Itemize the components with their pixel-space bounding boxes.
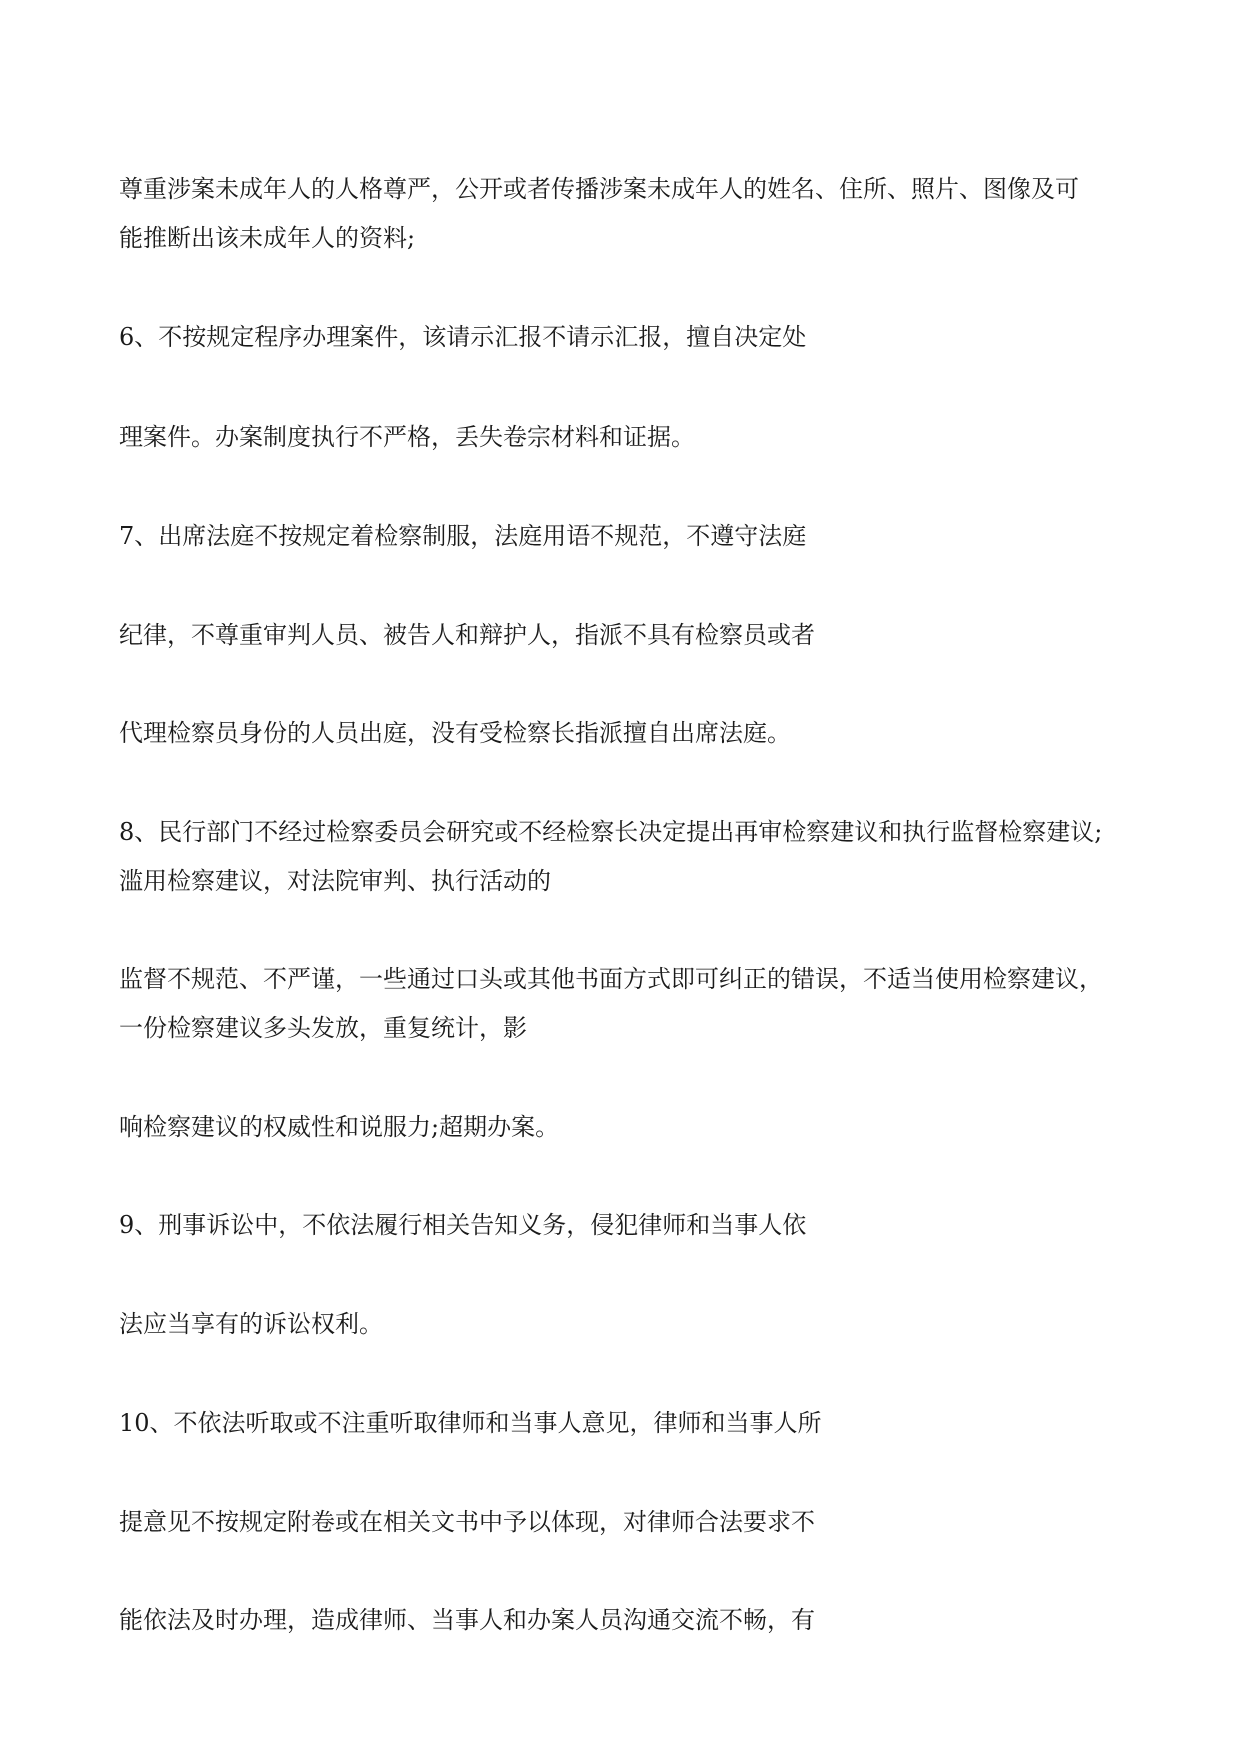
text-line: 理案件。办案制度执行不严格，丢失卷宗材料和证据。 — [119, 423, 695, 451]
text-line: 提意见不按规定附卷或在相关文书中予以体现，对律师合法要求不 — [119, 1508, 815, 1536]
text-line: 纪律，不尊重审判人员、被告人和辩护人，指派不具有检察员或者 — [119, 621, 815, 649]
text-line: 监督不规范、不严谨，一些通过口头或其他书面方式即可纠正的错误，不适当使用检察建议， — [119, 965, 1103, 993]
text-line: 响检察建议的权威性和说服力;超期办案。 — [119, 1113, 560, 1141]
text-line: 能推断出该未成年人的资料; — [119, 224, 416, 252]
text-line: 法应当享有的诉讼权利。 — [119, 1310, 383, 1338]
text-line: 尊重涉案未成年人的人格尊严，公开或者传播涉案未成年人的姓名、住所、照片、图像及可 — [119, 175, 1079, 203]
text-line: 10、不依法听取或不注重听取律师和当事人意见，律师和当事人所 — [119, 1409, 822, 1437]
text-line: 能依法及时办理，造成律师、当事人和办案人员沟通交流不畅，有 — [119, 1606, 815, 1634]
text-line: 9、刑事诉讼中，不依法履行相关告知义务，侵犯律师和当事人依 — [119, 1211, 807, 1239]
text-line: 7、出席法庭不按规定着检察制服，法庭用语不规范，不遵守法庭 — [119, 522, 807, 550]
text-line: 6、不按规定程序办理案件，该请示汇报不请示汇报，擅自决定处 — [119, 323, 807, 351]
text-line: 滥用检察建议，对法院审判、执行活动的 — [119, 867, 551, 895]
text-line: 8、民行部门不经过检察委员会研究或不经检察长决定提出再审检察建议和执行监督检察建议; — [119, 818, 1103, 846]
text-line: 一份检察建议多头发放，重复统计，影 — [119, 1014, 527, 1042]
text-line: 代理检察员身份的人员出庭，没有受检察长指派擅自出席法庭。 — [119, 719, 791, 747]
